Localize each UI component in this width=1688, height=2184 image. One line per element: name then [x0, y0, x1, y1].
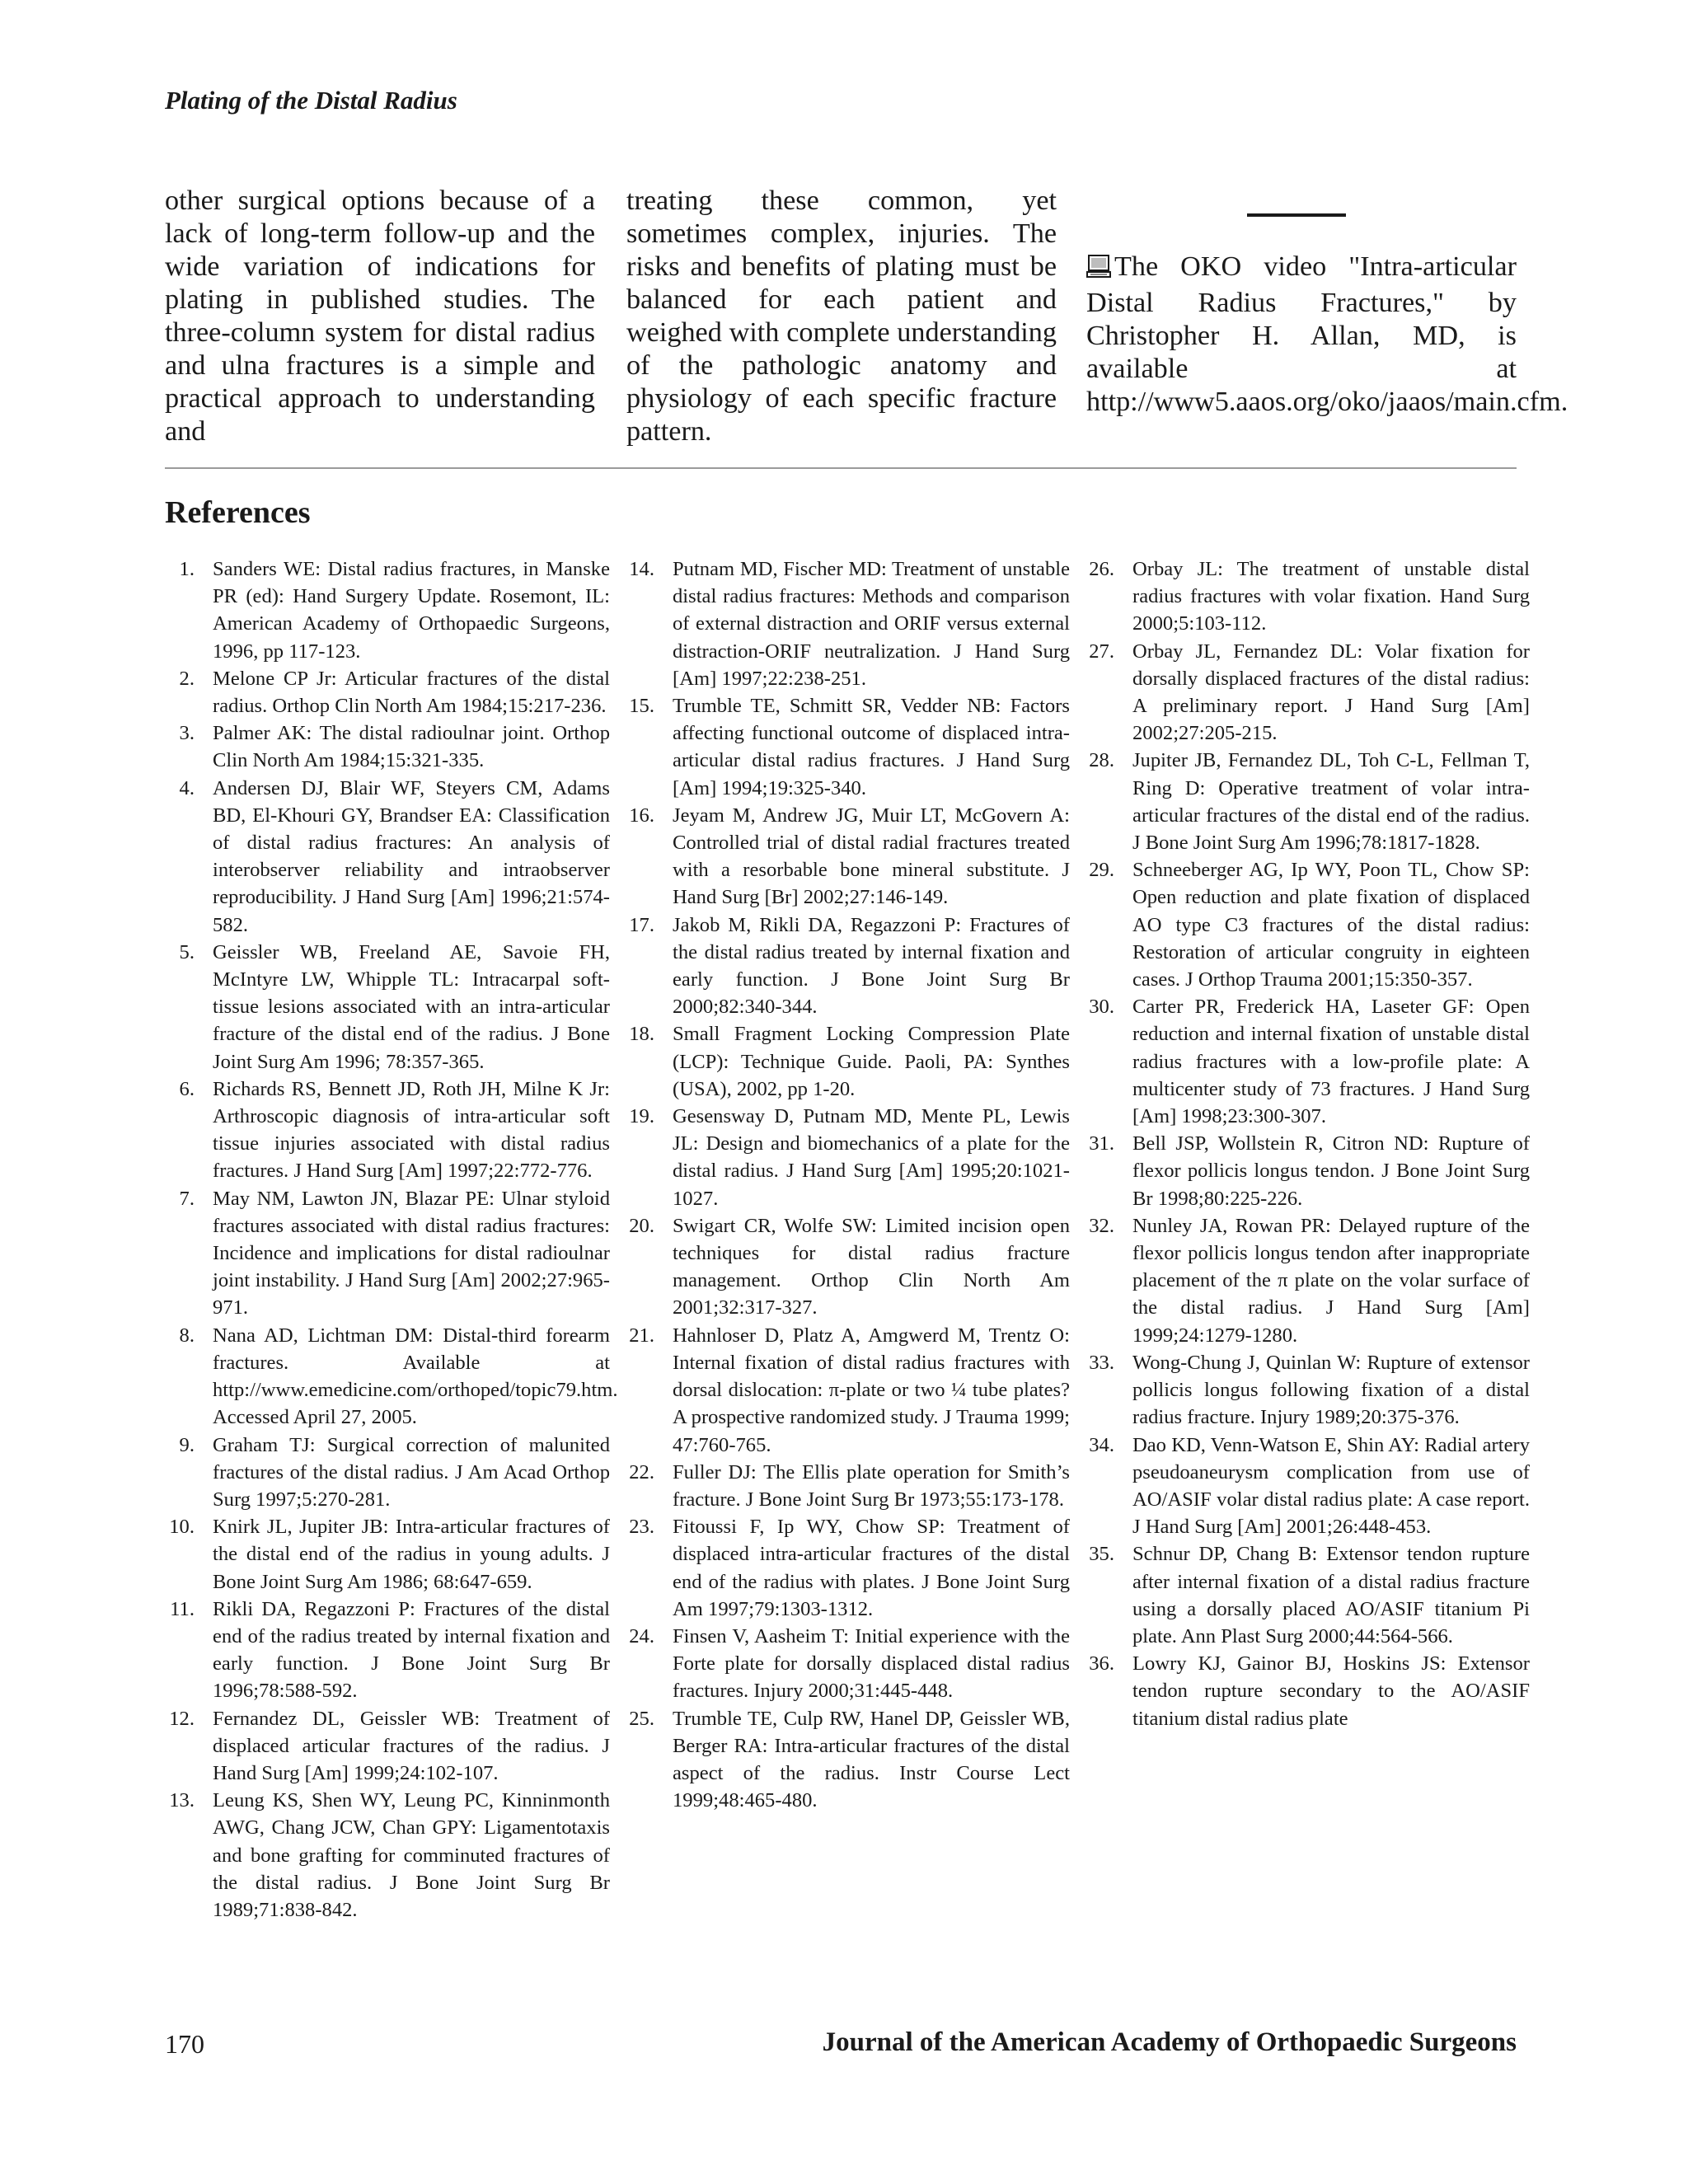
reference-number: 10. — [169, 1516, 195, 1539]
reference-item — [1085, 856, 1530, 993]
computer-icon — [1086, 254, 1111, 287]
reference-item — [165, 1322, 618, 1432]
reference-item — [1085, 1349, 1530, 1432]
reference-text: Nana AD, Lichtman DM: Distal-third forearm fractures. Available at http://www.emedicine.com/orthoped/topic79.htm. Accessed April 27, 2005. — [213, 1324, 618, 1429]
video-note-text: The OKO video "Intra-articular Distal Radius Fractures," by Christopher H. Allan, MD, is available at http://www5.aaos.org/oko/jaaos/main.cfm. — [1086, 251, 1568, 417]
reference-number: 30. — [1089, 996, 1114, 1019]
reference-text: Fuller DJ: The Ellis plate operation for Smith’s fracture. J Bone Joint Surg Br 1973;55:173-178. — [673, 1460, 1070, 1511]
reference-number: 12. — [169, 1707, 195, 1730]
reference-item — [1085, 1130, 1530, 1212]
reference-number: 4. — [179, 776, 195, 799]
reference-number: 7. — [179, 1187, 195, 1210]
reference-item — [165, 1513, 610, 1596]
reference-number: 28. — [1089, 749, 1114, 772]
reference-item — [165, 775, 610, 939]
reference-text: Jupiter JB, Fernandez DL, Toh C-L, Fellman T, Ring D: Operative treatment of volar intra-articular fractures of the distal end of the radius. J Bone Joint Surg Am 1996;78:1817-1828. — [1132, 749, 1530, 855]
reference-number: 32. — [1089, 1214, 1114, 1237]
reference-item — [1085, 1540, 1530, 1650]
reference-item — [625, 912, 1070, 1021]
references-column-1 — [165, 555, 618, 1924]
journal-name: Journal of the American Academy of Orthopaedic Surgeons — [822, 2027, 1517, 2057]
reference-number: 35. — [1089, 1543, 1114, 1566]
reference-number: 36. — [1089, 1652, 1114, 1675]
reference-number: 3. — [179, 722, 195, 745]
reference-number: 31. — [1089, 1132, 1114, 1155]
reference-text: Orbay JL, Fernandez DL: Volar fixation for dorsally displaced fractures of the distal radius: A preliminary report. J Hand Surg [Am] 2002;27:205-215. — [1132, 640, 1530, 745]
reference-item — [625, 802, 1070, 912]
reference-item — [165, 1185, 610, 1322]
reference-number: 29. — [1089, 859, 1114, 882]
body-text-column-1: other surgical options because of a lack of long-term follow-up and the wide variation of indications for plating in published studies. The three-column system for distal radius and ulna fractures is a simple and practical approach to understanding and — [165, 185, 595, 447]
reference-number: 22. — [629, 1460, 654, 1483]
video-note — [1086, 251, 1568, 419]
reference-item — [625, 1212, 1070, 1322]
reference-number: 15. — [629, 695, 654, 718]
reference-text: Swigart CR, Wolfe SW: Limited incision open techniques for distal radius fracture management. Orthop Clin North Am 2001;32:317-327. — [673, 1214, 1070, 1319]
reference-text: Finsen V, Aasheim T: Initial experience with the Forte plate for dorsally displaced distal radius fractures. Injury 2000;31:445-448. — [673, 1624, 1070, 1703]
reference-item — [625, 1103, 1070, 1212]
references-heading: References — [165, 495, 311, 530]
reference-text: Small Fragment Locking Compression Plate (LCP): Technique Guide. Paoli, PA: Synthes (USA), 2002, pp 1-20. — [673, 1023, 1070, 1100]
reference-item — [1085, 555, 1530, 638]
references-column-3 — [1085, 555, 1530, 1732]
running-head: Plating of the Distal Radius — [165, 86, 457, 115]
reference-text: Bell JSP, Wollstein R, Citron ND: Rupture of flexor pollicis longus tendon. J Bone Joint Surg Br 1998;80:225-226. — [1132, 1132, 1530, 1210]
reference-text: Gesensway D, Putnam MD, Mente PL, Lewis JL: Design and biomechanics of a plate for the distal radius. J Hand Surg [Am] 1995;20:1021-1027. — [673, 1105, 1070, 1210]
reference-item — [1085, 993, 1530, 1130]
reference-item — [165, 1787, 610, 1924]
reference-number: 8. — [179, 1324, 195, 1347]
section-divider — [165, 467, 1517, 469]
reference-text: Lowry KJ, Gainor BJ, Hoskins JS: Extensor tendon rupture secondary to the AO/ASIF titanium distal radius plate — [1132, 1652, 1530, 1730]
reference-text: Graham TJ: Surgical correction of malunited fractures of the distal radius. J Am Acad Orthop Surg 1997;5:270-281. — [213, 1433, 610, 1511]
reference-number: 16. — [629, 804, 654, 827]
reference-item — [625, 692, 1070, 802]
reference-item — [165, 665, 610, 719]
reference-text: Hahnloser D, Platz A, Amgwerd M, Trentz O: Internal fixation of distal radius fractures with dorsal dislocation: π-plate or two ¼ tube plates? A prospective randomized study. J Trauma 1999; 47:760-765. — [673, 1324, 1070, 1456]
reference-number: 17. — [629, 913, 654, 936]
reference-text: Trumble TE, Schmitt SR, Vedder NB: Factors affecting functional outcome of displaced intra-articular distal radius fractures. J Hand Surg [Am] 1994;19:325-340. — [673, 695, 1070, 799]
reference-number: 14. — [629, 558, 654, 580]
reference-number: 6. — [179, 1077, 195, 1100]
reference-text: Palmer AK: The distal radioulnar joint. Orthop Clin North Am 1984;15:321-335. — [213, 722, 610, 772]
reference-number: 1. — [179, 558, 195, 580]
body-text-column-2: treating these common, yet sometimes complex, injuries. The risks and benefits of plating must be balanced for each patient and weighed with complete understanding of the pathologic anatomy and physiology of each specific fracture pattern. — [626, 185, 1057, 447]
reference-number: 18. — [629, 1023, 654, 1046]
reference-item — [625, 1513, 1070, 1623]
reference-text: Trumble TE, Culp RW, Hanel DP, Geissler WB, Berger RA: Intra-articular fractures of the distal aspect of the radius. Instr Course Lect 1999;48:465-480. — [673, 1707, 1070, 1812]
reference-text: Orbay JL: The treatment of unstable distal radius fractures with volar fixation. Hand Surg 2000;5:103-112. — [1132, 558, 1530, 635]
reference-text: May NM, Lawton JN, Blazar PE: Ulnar styloid fractures associated with distal radius fractures: Incidence and implications for distal radioulnar joint instability. J Hand Surg [Am] 2002;27:965-971. — [213, 1187, 610, 1319]
page-number: 170 — [165, 2029, 204, 2059]
reference-item — [165, 719, 610, 774]
reference-text: Jakob M, Rikli DA, Regazzoni P: Fractures of the distal radius treated by internal fixation and early function. J Bone Joint Surg Br 2000;82:340-344. — [673, 913, 1070, 1019]
reference-number: 11. — [170, 1597, 195, 1620]
reference-item — [625, 1322, 1070, 1459]
reference-item — [165, 1076, 610, 1185]
reference-number: 20. — [629, 1214, 654, 1237]
reference-text: Melone CP Jr: Articular fractures of the distal radius. Orthop Clin North Am 1984;15:217-236. — [213, 667, 610, 718]
reference-text: Geissler WB, Freeland AE, Savoie FH, McIntyre LW, Whipple TL: Intracarpal soft-tissue lesions associated with an intra-articular fracture of the distal end of the radius. J Bone Joint Surg Am 1996; 78:357-365. — [213, 940, 610, 1073]
reference-text: Richards RS, Bennett JD, Roth JH, Milne K Jr: Arthroscopic diagnosis of intra-articular soft tissue injuries associated with distal radius fractures. J Hand Surg [Am] 1997;22:772-776. — [213, 1077, 610, 1183]
reference-number: 27. — [1089, 640, 1114, 663]
reference-item — [625, 1623, 1070, 1705]
reference-item — [165, 1432, 610, 1514]
reference-item — [625, 1020, 1070, 1103]
reference-item — [165, 1705, 610, 1788]
reference-item — [625, 1705, 1070, 1815]
reference-item — [1085, 638, 1530, 748]
reference-number: 25. — [629, 1707, 654, 1730]
reference-number: 23. — [629, 1516, 654, 1539]
reference-item — [1085, 1432, 1530, 1541]
reference-item — [625, 555, 1070, 692]
reference-number: 5. — [179, 940, 195, 963]
reference-item — [165, 939, 610, 1076]
reference-text: Sanders WE: Distal radius fractures, in Manske PR (ed): Hand Surgery Update. Rosemont, IL: American Academy of Orthopaedic Surgeons, 1996, pp 117-123. — [213, 558, 610, 663]
reference-text: Schnur DP, Chang B: Extensor tendon rupture after internal fixation of a distal radius fracture using a dorsally placed AO/ASIF titanium Pi plate. Ann Plast Surg 2000;44:564-566. — [1132, 1543, 1530, 1647]
reference-item — [1085, 747, 1530, 856]
reference-text: Fernandez DL, Geissler WB: Treatment of displaced articular fractures of the radius. J Hand Surg [Am] 1999;24:102-107. — [213, 1707, 610, 1784]
reference-item — [165, 1596, 610, 1705]
reference-number: 33. — [1089, 1351, 1114, 1374]
reference-text: Andersen DJ, Blair WF, Steyers CM, Adams BD, El-Khouri GY, Brandser EA: Classification of distal radius fractures: An analysis of interobserver reliability and intraobserver reproducibility. J Hand Surg [Am] 1996;21:574-582. — [213, 776, 610, 936]
reference-number: 13. — [169, 1789, 195, 1812]
reference-text: Putnam MD, Fischer MD: Treatment of unstable distal radius fractures: Methods and comparison of external distraction and ORIF versus external distraction-ORIF neutralization. J Hand Surg [Am] 1997;22:238-251. — [673, 558, 1070, 690]
reference-text: Nunley JA, Rowan PR: Delayed rupture of the flexor pollicis longus tendon after inappropriate placement of the π plate on the volar surface of the distal radius. J Hand Surg [Am] 1999;24:1279-1280. — [1132, 1214, 1530, 1347]
reference-number: 24. — [629, 1624, 654, 1647]
reference-text: Leung KS, Shen WY, Leung PC, Kinninmonth AWG, Chang JCW, Chan GPY: Ligamentotaxis and bone grafting for comminuted fractures of the distal radius. J Bone Joint Surg Br 1989;71:838-842. — [213, 1789, 610, 1921]
reference-number: 21. — [629, 1324, 654, 1347]
reference-number: 9. — [179, 1433, 195, 1456]
reference-item — [1085, 1650, 1530, 1732]
reference-text: Jeyam M, Andrew JG, Muir LT, McGovern A: Controlled trial of distal radial fractures treated with a resorbable bone mineral substitute. J Hand Surg [Br] 2002;27:146-149. — [673, 804, 1070, 909]
reference-text: Dao KD, Venn-Watson E, Shin AY: Radial artery pseudoaneurysm complication from use of AO/ASIF volar distal radius plate: A case report. J Hand Surg [Am] 2001;26:448-453. — [1132, 1433, 1530, 1539]
reference-text: Knirk JL, Jupiter JB: Intra-articular fractures of the distal end of the radius in young adults. J Bone Joint Surg Am 1986; 68:647-659. — [213, 1516, 610, 1593]
references-column-2 — [625, 555, 1070, 1814]
reference-number: 19. — [629, 1105, 654, 1128]
section-end-rule — [1247, 213, 1346, 217]
reference-text: Rikli DA, Regazzoni P: Fractures of the distal end of the radius treated by internal fixation and early function. J Bone Joint Surg Br 1996;78:588-592. — [213, 1597, 610, 1703]
reference-text: Carter PR, Frederick HA, Laseter GF: Open reduction and internal fixation of unstable distal radius fractures with a low-profile plate: A multicenter study of 73 fractures. J Hand Surg [Am] 1998;23:300-307. — [1132, 996, 1530, 1128]
reference-item — [1085, 1212, 1530, 1349]
reference-text: Schneeberger AG, Ip WY, Poon TL, Chow SP: Open reduction and plate fixation of displaced AO type C3 fractures of the distal radius: Restoration of articular congruity in eighteen cases. J Orthop Trauma 2001;15:350-357. — [1132, 859, 1530, 991]
reference-item — [165, 555, 610, 665]
reference-text: Fitoussi F, Ip WY, Chow SP: Treatment of displaced intra-articular fractures of the distal end of the radius with plates. J Bone Joint Surg Am 1997;79:1303-1312. — [673, 1516, 1070, 1620]
reference-number: 34. — [1089, 1433, 1114, 1456]
reference-item — [625, 1459, 1070, 1513]
reference-number: 26. — [1089, 558, 1114, 580]
reference-text: Wong-Chung J, Quinlan W: Rupture of extensor pollicis longus following fixation of a distal radius fracture. Injury 1989;20:375-376. — [1132, 1351, 1530, 1429]
reference-number: 2. — [179, 667, 195, 690]
